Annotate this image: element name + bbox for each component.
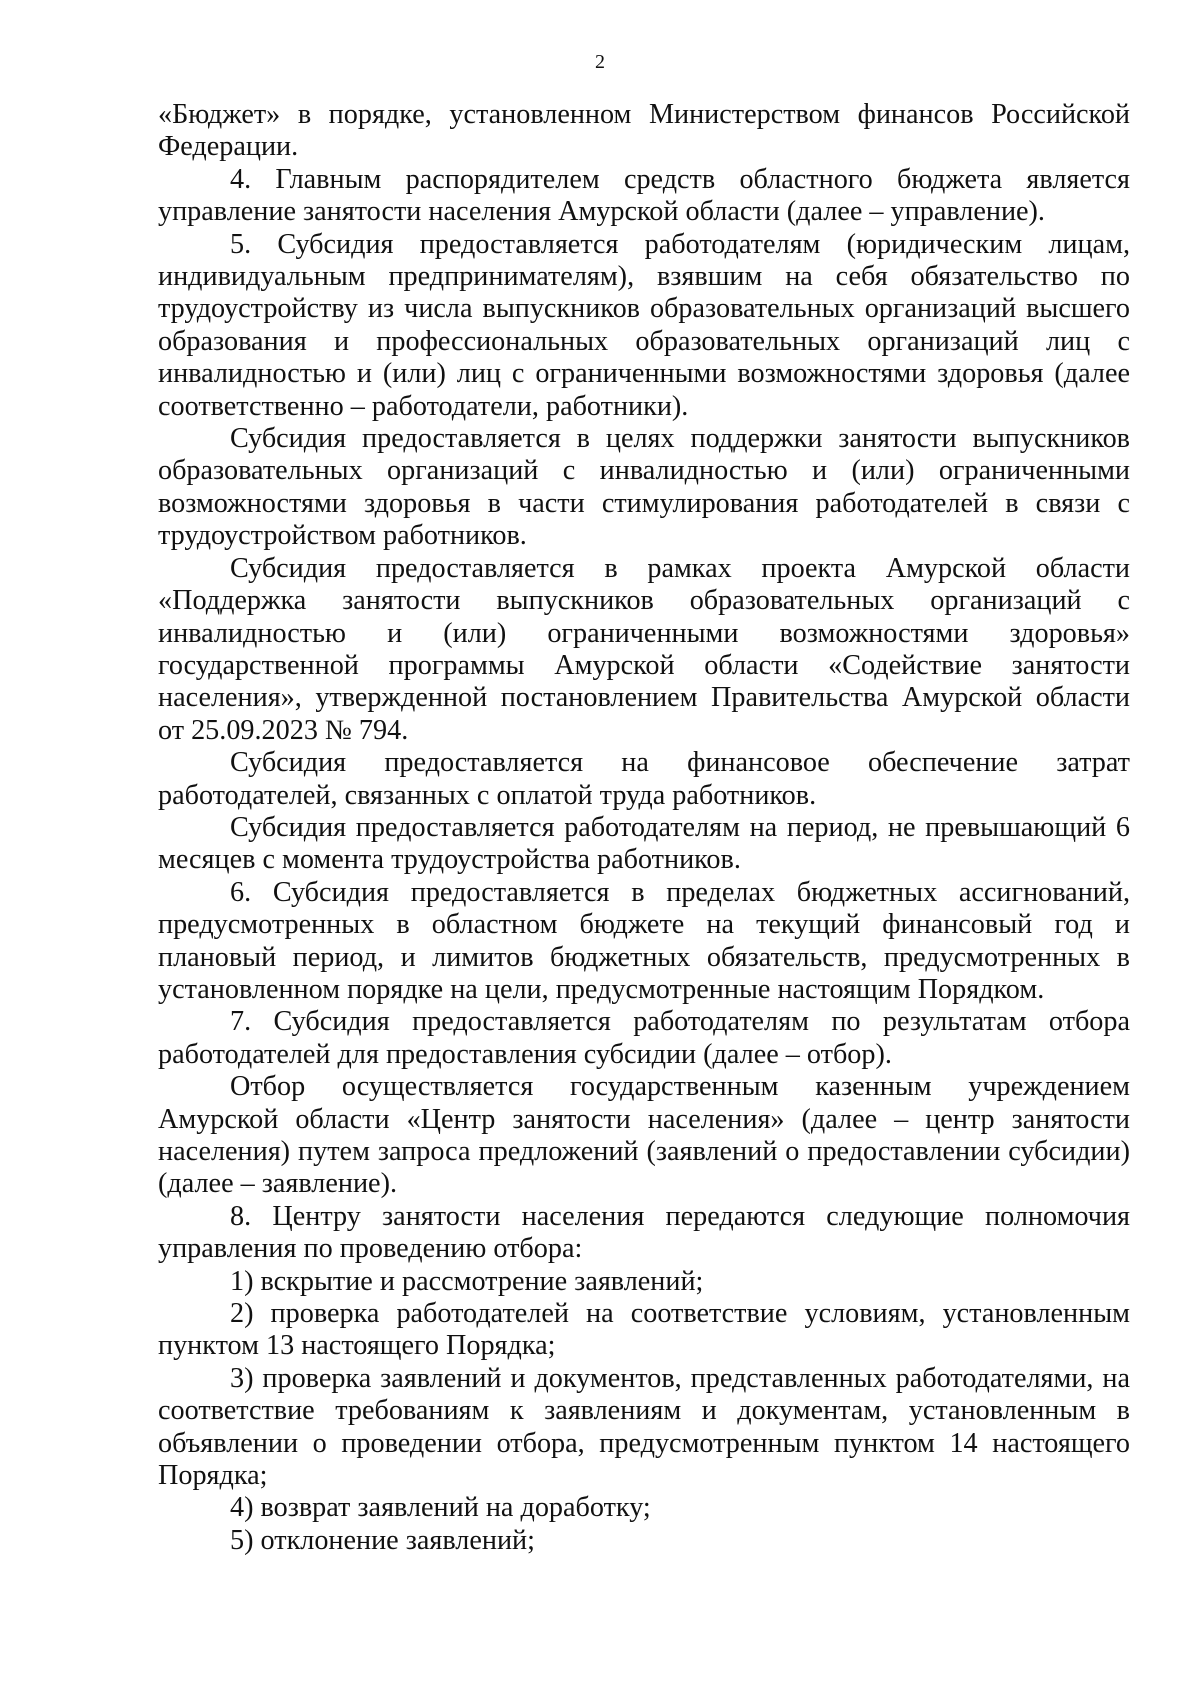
paragraph: Субсидия предоставляется работодателям на период, не превышающий 6 месяцев с момента трудоустройства работников.	[158, 811, 1130, 876]
paragraph: 4. Главным распорядителем средств областного бюджета является управление занятости населения Амурской области (далее – управление).	[158, 163, 1130, 228]
paragraph: Субсидия предоставляется в целях поддержки занятости выпускников образовательных организаций с инвалидностью и (или) ограниченными возможностями здоровья в части стимулирования работодателей в связи с трудоустройством работников.	[158, 423, 1130, 552]
paragraph: Отбор осуществляется государственным казенным учреждением Амурской области «Центр занятости населения» (далее – центр занятости населения) путем запроса предложений (заявлений о предоставлении субсидии) (далее – заявление).	[158, 1071, 1130, 1200]
paragraph: 5. Субсидия предоставляется работодателям (юридическим лицам, индивидуальным предпринимателям), взявшим на себя обязательство по трудоустройству из числа выпускников образовательных организаций высшего образования и профессиональных образовательных организаций лиц с инвалидностью и (или) лиц с ограниченными возможностями здоровья (далее соответственно – работодатели, работники).	[158, 228, 1130, 422]
paragraph: 2) проверка работодателей на соответствие условиям, установленным пунктом 13 настоящего Порядка;	[158, 1298, 1130, 1362]
paragraph: 8. Центру занятости населения передаются следующие полномочия управления по проведению отбора:	[158, 1200, 1130, 1265]
paragraph: Субсидия предоставляется в рамках проекта Амурской области «Поддержка занятости выпускников образовательных организаций с инвалидностью и (или) ограниченными возможностями здоровья» государственной программы Амурской области «Содействие занятости населения», утвержденной постановлением Правительства Амурской области от 25.09.2023 № 794.	[158, 552, 1130, 746]
document-body	[158, 99, 1130, 1557]
paragraph: 3) проверка заявлений и документов, представленных работодателями, на соответствие требованиям к заявлениям и документам, установленным в объявлении о проведении отбора, предусмотренным пунктом 14 настоящего Порядка;	[158, 1362, 1130, 1492]
paragraph: 1) вскрытие и рассмотрение заявлений;	[230, 1265, 704, 1297]
page-number: 2	[595, 51, 605, 73]
paragraph: «Бюджет» в порядке, установленном Министерством финансов Российской Федерации.	[158, 99, 1130, 163]
paragraph: Субсидия предоставляется на финансовое обеспечение затрат работодателей, связанных с оплатой труда работников.	[158, 747, 1130, 811]
paragraph: 7. Субсидия предоставляется работодателям по результатам отбора работодателей для предоставления субсидии (далее – отбор).	[158, 1006, 1130, 1070]
paragraph: 5) отклонение заявлений;	[230, 1524, 535, 1556]
paragraph: 6. Субсидия предоставляется в пределах бюджетных ассигнований, предусмотренных в областном бюджете на текущий финансовый год и плановый период, и лимитов бюджетных обязательств, предусмотренных в установленном порядке на цели, предусмотренные настоящим Порядком.	[158, 876, 1130, 1005]
paragraph: 4) возврат заявлений на доработку;	[230, 1492, 651, 1524]
